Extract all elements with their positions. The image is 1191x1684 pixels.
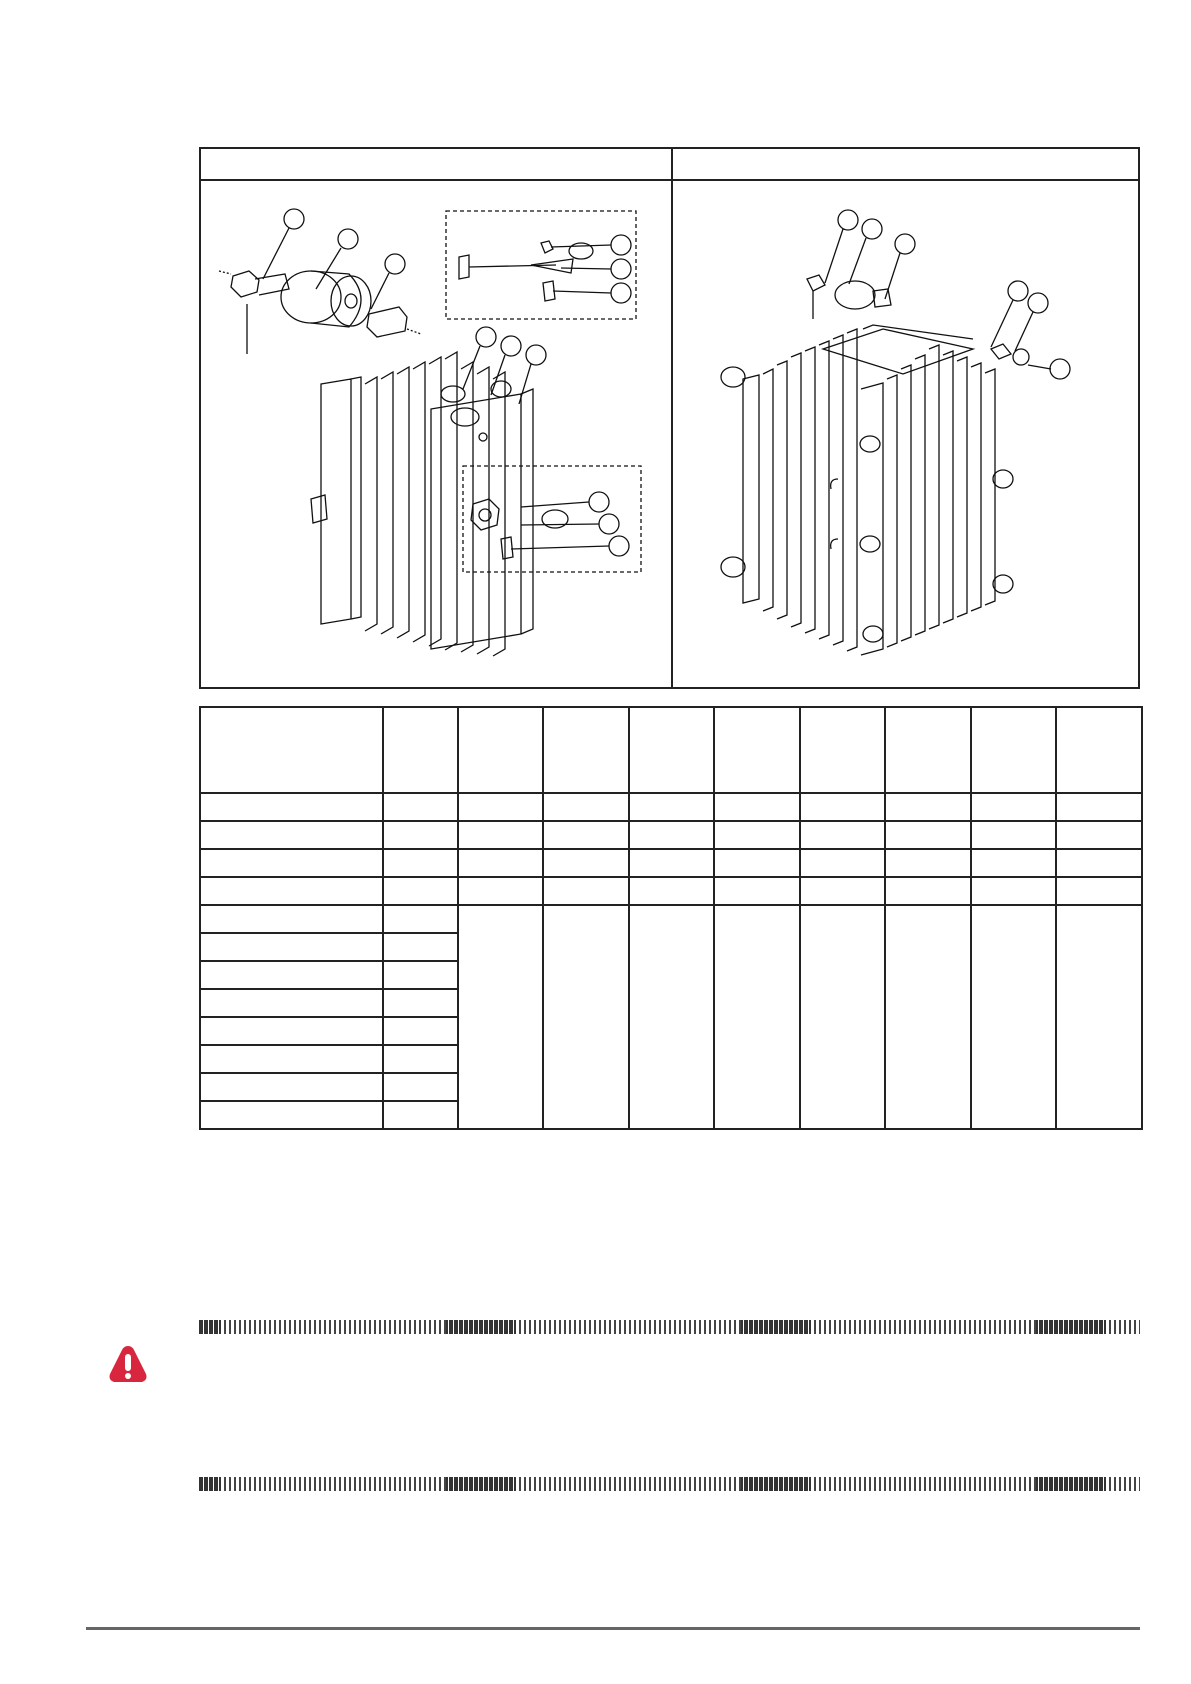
right-assembled-drawing	[673, 179, 1140, 689]
header-cell	[543, 707, 629, 793]
table-row	[200, 821, 1142, 849]
table-row	[200, 877, 1142, 905]
warning-bottom-separator	[199, 1477, 1140, 1491]
merged-cell	[714, 905, 800, 1129]
warning-top-separator	[199, 1320, 1140, 1334]
warning-icon	[108, 1344, 148, 1384]
merged-cell	[971, 905, 1056, 1129]
footer-rule	[86, 1627, 1140, 1630]
header-cell	[458, 707, 543, 793]
merged-cell	[458, 905, 543, 1129]
merged-cell	[629, 905, 714, 1129]
left-exploded-drawing	[201, 179, 671, 689]
header-cell	[885, 707, 971, 793]
table-header-row	[200, 707, 1142, 793]
merged-cell	[1056, 905, 1142, 1129]
header-cell	[1056, 707, 1142, 793]
parts-table	[199, 706, 1143, 1130]
header-cell	[971, 707, 1056, 793]
figure-table	[199, 147, 1140, 689]
header-cell	[800, 707, 885, 793]
header-cell	[200, 707, 383, 793]
merged-cell	[885, 905, 971, 1129]
table-row	[200, 849, 1142, 877]
header-cell	[383, 707, 458, 793]
merged-cell	[800, 905, 885, 1129]
header-cell	[714, 707, 800, 793]
figure-header-row	[201, 149, 1138, 181]
merged-cell	[543, 905, 629, 1129]
table-row	[200, 905, 1142, 933]
table-row	[200, 793, 1142, 821]
header-cell	[629, 707, 714, 793]
